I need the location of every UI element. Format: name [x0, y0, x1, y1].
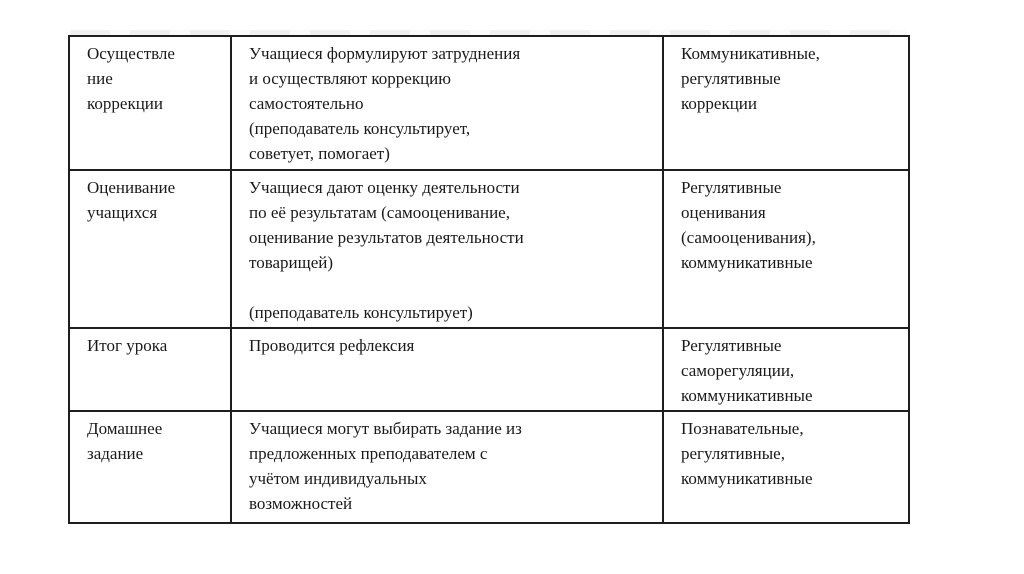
uud-text: Регулятивные саморегуляции, коммуникативные: [681, 336, 813, 405]
stage-cell: [69, 328, 231, 411]
activity-text: Учащиеся дают оценку деятельности по её результатам (самооценивание, оценивание результатов деятельности товарищей) (преподаватель консультирует): [249, 178, 524, 322]
activity-cell: [231, 36, 663, 170]
activity-text: Проводится рефлексия: [249, 336, 415, 355]
uud-text: Познавательные, регулятивные, коммуникативные: [681, 419, 813, 488]
activity-cell: [231, 170, 663, 328]
activity-text: Учащиеся могут выбирать задание из предложенных преподавателем с учётом индивидуальных возможностей: [249, 419, 522, 513]
stage-text: Осуществле ние коррекции: [87, 44, 175, 113]
stage-cell: [69, 411, 231, 523]
stage-cell: [69, 170, 231, 328]
uud-text: Регулятивные оценивания (самооценивания), коммуникативные: [681, 178, 816, 272]
lesson-stages-table: [68, 35, 910, 524]
table-row: [69, 170, 909, 328]
table-row: [69, 328, 909, 411]
activity-text: Учащиеся формулируют затруднения и осуществляют коррекцию самостоятельно (преподаватель консультирует, советует, помогает): [249, 44, 521, 163]
uud-cell: [663, 411, 909, 523]
activity-cell: [231, 411, 663, 523]
uud-text: Коммуникативные, регулятивные коррекции: [681, 44, 820, 113]
uud-cell: [663, 170, 909, 328]
uud-cell: [663, 36, 909, 170]
stage-cell: [69, 36, 231, 170]
table-row: [69, 411, 909, 523]
activity-cell: [231, 328, 663, 411]
stage-text: Итог урока: [87, 336, 168, 355]
stage-text: Домашнее задание: [87, 419, 163, 463]
stage-text: Оценивание учащихся: [87, 178, 176, 222]
uud-cell: [663, 328, 909, 411]
table-row: [69, 36, 909, 170]
